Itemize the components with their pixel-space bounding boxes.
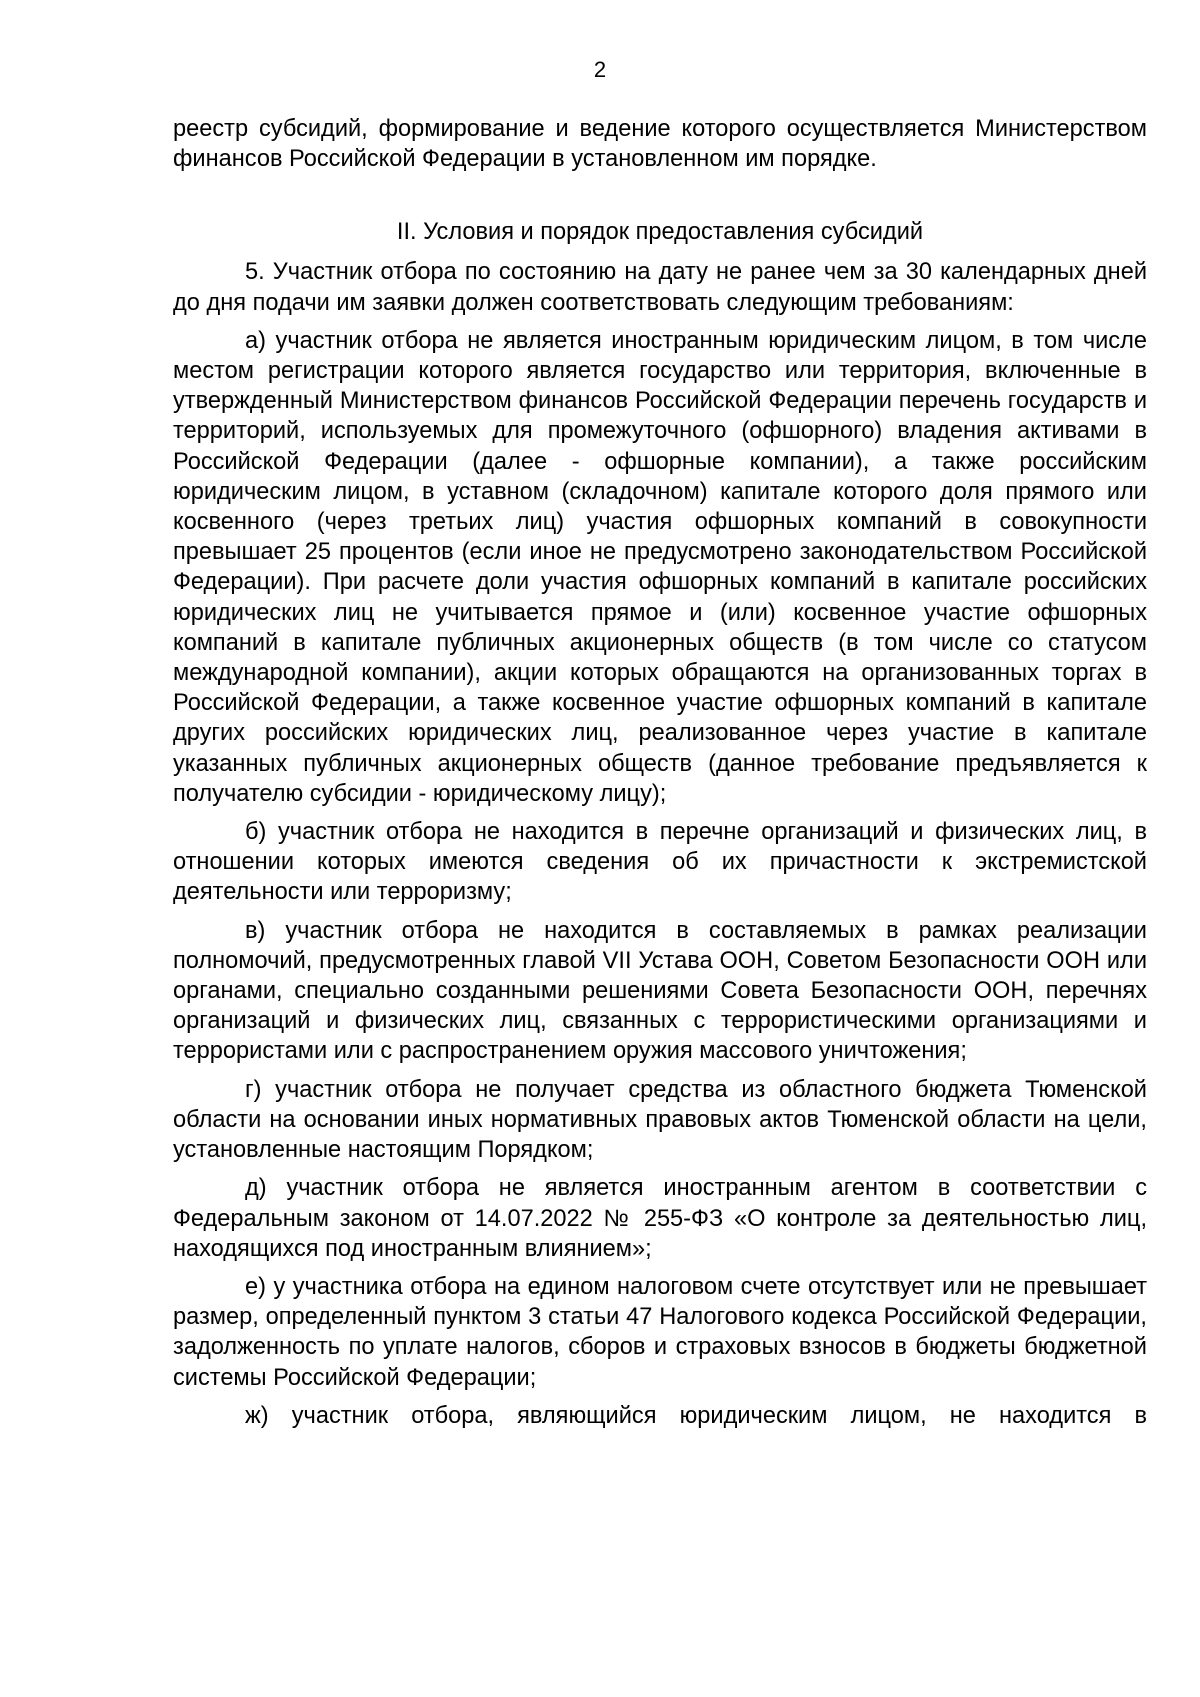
section-title: II. Условия и порядок предоставления субсидий [396,219,924,246]
document-body [173,114,1147,1431]
paragraph-v: в) участник отбора не находится в составляемых в рамках реализации полномочий, предусмотренных главой VII Устава ООН, Советом Безопасности ООН или органами, специально созданными решениями Совета Безопасности ООН, перечнях организаций и физических лиц, связанных с террористическими организациями и террористами или с распространением оружия массового уничтожения; [173,917,1147,1065]
continuation-paragraph: реестр субсидий, формирование и ведение которого осуществляется Министерством финансов Российской Федерации в установленном им порядке. [173,116,1147,173]
paragraph-5: 5. Участник отбора по состоянию на дату не ранее чем за 30 календарных дней до дня подачи им заявки должен соответствовать следующим требованиям: [173,259,1147,316]
page-number: 2 [593,57,607,82]
paragraph-d: д) участник отбора не является иностранным агентом в соответствии с Федеральным законом от 14.07.2022 № 255-ФЗ «О контроле за деятельностью лиц, находящихся под иностранным влиянием»; [173,1175,1147,1262]
paragraph-b: б) участник отбора не находится в перечне организаций и физических лиц, в отношении которых имеются сведения об их причастности к экстремистской деятельности или терроризму; [173,819,1147,906]
paragraph-a: а) участник отбора не является иностранным юридическим лицом, в том числе местом регистрации которого является государство или территория, включенные в утвержденный Министерством финансов Российской Федерации перечень государств и территорий, используемых для промежуточного (офшорного) владения активами в Российской Федерации (далее - офшорные компании), а также российским юридическим лицом, в уставном (складочном) капитале которого доля прямого или косвенного (через третьих лиц) участия офшорных компаний в совокупности превышает 25 процентов (если иное не предусмотрено законодательством Российской Федерации). При расчете доли участия офшорных компаний в капитале российских юридических лиц не учитывается прямое и (или) косвенное участие офшорных компаний в капитале публичных акционерных обществ (в том числе со статусом международной компании), акции которых обращаются на организованных торгах в Российской Федерации, а также косвенное участие офшорных компаний в капитале других российских юридических лиц, реализованное через участие в капитале указанных публичных акционерных обществ (данное требование предъявляется к получателю субсидии - юридическому лицу); [173,327,1147,807]
paragraph-zh: ж) участник отбора, являющийся юридическим лицом, не находится в [245,1402,1147,1429]
paragraph-g: г) участник отбора не получает средства из областного бюджета Тюменской области на основании иных нормативных правовых актов Тюменской области на цели, установленные настоящим Порядком; [173,1076,1147,1164]
paragraph-e: е) у участника отбора на едином налоговом счете отсутствует или не превышает размер, определенный пунктом 3 статьи 47 Налогового кодекса Российской Федерации, задолженность по уплате налогов, сборов и страховых взносов в бюджеты бюджетной системы Российской Федерации; [173,1273,1147,1391]
